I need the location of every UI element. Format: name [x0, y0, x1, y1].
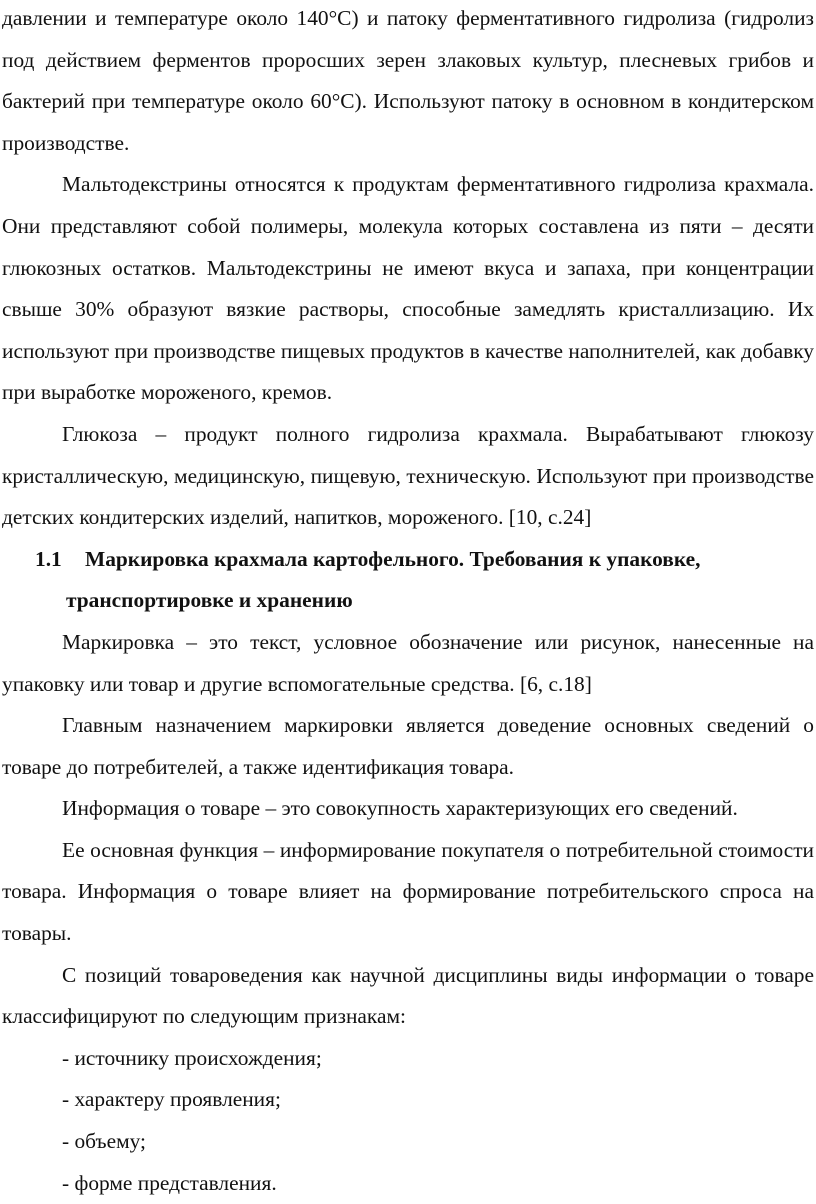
paragraph-classification: С позиций товароведения как научной дисциплины виды информации о товаре классифицируют по следующим признакам:	[2, 962, 814, 1029]
paragraph-product-info: Информация о товаре – это совокупность характеризующих его сведений.	[62, 796, 738, 821]
classification-list	[2, 1038, 814, 1204]
paragraph-info-function: Ее основная функция – информирование покупателя о потребительной стоимости товара. Информация о товаре влияет на формирование потребительского спроса на товары.	[2, 837, 814, 946]
section-title-line1: Маркировка крахмала картофельного. Требования к упаковке,	[85, 546, 701, 571]
paragraph-marking-definition: Маркировка – это текст, условное обозначение или рисунок, нанесенные на упаковку или товар и другие вспомогательные средства. [6, с.18]	[2, 629, 814, 696]
list-item: - форме представления.	[62, 1170, 277, 1195]
section-title-line2: транспортировке и хранению	[66, 588, 353, 613]
section-number: 1.1	[35, 546, 62, 571]
list-item: - характеру проявления;	[62, 1087, 281, 1112]
paragraph-maltodextrins: Мальтодекстрины относятся к продуктам ферментативного гидролиза крахмала. Они представляют собой полимеры, молекула которых составлена из пяти – десяти глюкозных остатков. Мальтодекстрины не имеют вкуса и запаха, при концентрации свыше 30% образуют вязкие растворы, способные замедлять кристаллизацию. Их используют при производстве пищевых продуктов в качестве наполнителей, как добавку при выработке мороженого, кремов.	[2, 172, 814, 405]
section-heading	[2, 539, 814, 622]
paragraph-continuation: давлении и температуре около 140°С) и патоку ферментативного гидролиза (гидролиз под действием ферментов проросших зерен злаковых культур, плесневых грибов и бактерий при температуре около 60°С). Используют патоку в основном в кондитерском производстве.	[2, 6, 814, 155]
list-item: - источнику происхождения;	[62, 1045, 322, 1070]
list-item: - объему;	[62, 1129, 146, 1154]
paragraph-glucose: Глюкоза – продукт полного гидролиза крахмала. Вырабатывают глюкозу кристаллическую, медицинскую, пищевую, техническую. Используют при производстве детских кондитерских изделий, напитков, мороженого. [10, с.24]	[2, 421, 814, 530]
paragraph-marking-purpose: Главным назначением маркировки является доведение основных сведений о товаре до потребителей, а также идентификация товара.	[2, 713, 814, 779]
